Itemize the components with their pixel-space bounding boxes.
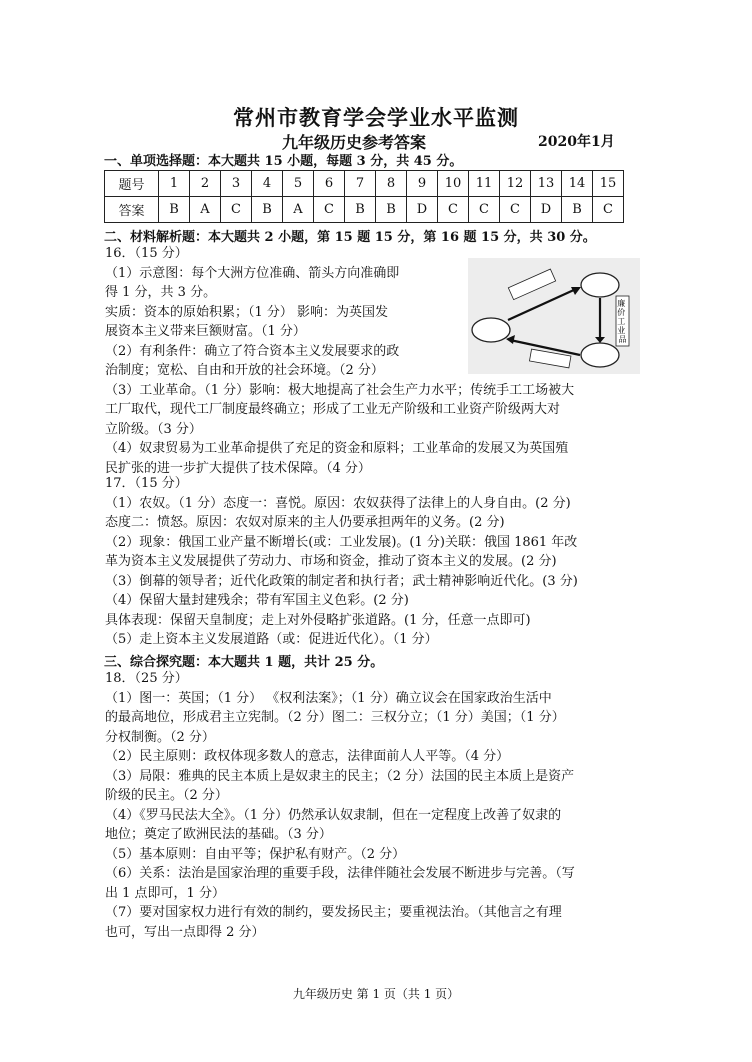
table-cell: B	[159, 197, 190, 223]
page-footer: 九年级历史 第 1 页（共 1 页）	[292, 987, 460, 1001]
q18-line: 的最高地位，形成君主立宪制。（2 分）图二：三权分立；（1 分）美国；（1 分）	[105, 710, 565, 725]
q16-line: 实质：资本的原始积累；（1 分） 影响：为英国发	[105, 304, 389, 320]
section3-heading: 三、综合探究题：本大题共 1 题，共计 25 分。	[104, 655, 384, 670]
q17-line: （4）保留大量封建残余；带有军国主义色彩。(2 分)	[105, 593, 409, 608]
q16-line: 展资本主义带来巨额财富。（1 分）	[105, 324, 306, 339]
q16-line: （2）有利条件：确立了符合资本主义发展要求的政	[105, 343, 400, 359]
q18-line: （5）基本原则：自由平等；保护私有财产。（2 分）	[105, 846, 406, 862]
table-cell: D	[407, 197, 438, 223]
table-cell: 7	[345, 171, 376, 197]
table-cell: 13	[531, 171, 562, 197]
table-cell: A	[190, 197, 221, 223]
q16-line: 治制度；宽松、自由和开放的社会环境。（2 分）	[105, 363, 384, 378]
america-node	[472, 318, 510, 342]
section2-heading: 二、材料解析题：本大题共 2 小题，第 15 题 15 分，第 16 题 15 分，共 30 分。	[104, 230, 596, 245]
answer-table	[104, 170, 624, 223]
table-cell: B	[376, 197, 407, 223]
q17-line: （1）农奴。（1 分）态度一：喜悦。原因：农奴获得了法律上的人身自由。(2 分)	[105, 495, 571, 511]
q16-line: （3）工业革命。（1 分）影响：极大地提高了社会生产力水平；传统手工工场被大	[105, 382, 575, 398]
q18-line: （3）局限：雅典的民主本质上是奴隶主的民主；（2 分）法国的民主本质上是资产	[105, 768, 575, 784]
q16-line: 工厂取代，现代工厂制度最终确立；形成了工业无产阶级和工业资产阶级两大对	[105, 402, 561, 417]
table-cell: D	[531, 197, 562, 223]
q17-line: （2）现象：俄国工业产量不断增长(或：工业发展)。(1 分)关联：俄国 1861 年改	[105, 534, 578, 550]
q16-line: （4）奴隶贸易为工业革命提供了充足的资金和原料；工业革命的发展又为英国殖	[105, 441, 569, 456]
table-cell: C	[438, 197, 469, 223]
label-goods: 廉 价 工 业 品	[617, 299, 627, 344]
section1-heading: 一、单项选择题：本大题共 15 小题，每题 3 分，共 45 分。	[104, 154, 463, 169]
africa-node	[581, 343, 619, 367]
q18-line: 出 1 点即可，1 分）	[105, 885, 225, 901]
q16-line: 民扩张的进一步扩大提供了技术保障。（4 分）	[105, 460, 371, 476]
table-cell: 14	[562, 171, 593, 197]
q18-line: （4）《罗马民法大全》。（1 分）仍然承认奴隶制，但在一定程度上改善了奴隶的	[105, 807, 562, 823]
table-cell: 12	[500, 171, 531, 197]
table-cell: B	[345, 197, 376, 223]
table-row-numbers	[105, 171, 624, 197]
table-cell: B	[562, 197, 593, 223]
q16-line: 得 1 分，共 3 分。	[105, 285, 217, 300]
page-subtitle: 九年级历史参考答案	[282, 133, 427, 152]
table-cell: C	[593, 197, 624, 223]
europe-node	[581, 273, 619, 297]
table-cell: C	[500, 197, 531, 223]
table-row-answers	[105, 197, 624, 223]
table-cell: 8	[376, 171, 407, 197]
q16-line: （1）示意图：每个大洲方位准确、箭头方向准确即	[105, 265, 400, 281]
table-cell: 3	[221, 171, 252, 197]
table-cell: C	[314, 197, 345, 223]
table-cell: C	[469, 197, 500, 223]
table-cell: 6	[314, 171, 345, 197]
table-cell: C	[221, 197, 252, 223]
q17-line: 革为资本主义发展提供了劳动力、市场和资金，推动了资本主义的发展。(2 分)	[105, 554, 557, 569]
q18-line: （1）图一：英国；（1 分） 《权利法案》；（1 分）确立议会在国家政治生活中	[105, 690, 552, 706]
q18-line: （6）关系：法治是国家治理的重要手段，法律伴随社会发展不断进步与完善。（写	[105, 866, 575, 881]
table-cell: 11	[469, 171, 500, 197]
page-title: 常州市教育学会学业水平监测	[233, 105, 519, 130]
table-cell: A	[283, 197, 314, 223]
q18-line: （7）要对国家权力进行有效的制约，要发扬民主；要重视法治。（其他言之有理	[105, 905, 562, 920]
q18-line: 阶级的民主。（2 分）	[105, 788, 228, 803]
q18-line: 也可，写出一点即得 2 分）	[105, 924, 265, 940]
table-cell: 4	[252, 171, 283, 197]
table-cell: 9	[407, 171, 438, 197]
q18-number: 18．（25 分）	[105, 671, 188, 686]
q17-line: （3）倒幕的领导者；近代化政策的制定者和执行者；武士精神影响近代化。(3 分)	[105, 573, 578, 589]
triangle-trade-diagram	[468, 258, 640, 374]
q17-number: 17．（15 分）	[105, 476, 188, 491]
q17-line: 具体表现：保留天皇制度；走上对外侵略扩张道路。(1 分，任意一点即可)	[105, 612, 531, 628]
table-cell: B	[252, 197, 283, 223]
table-cell: 5	[283, 171, 314, 197]
q16-line: 立阶级。（3 分）	[105, 421, 202, 437]
table-cell-label: 答案	[105, 197, 159, 223]
q17-line: 态度二：愤怒。原因：农奴对原来的主人仍要承担两年的义务。(2 分)	[105, 515, 505, 530]
table-cell: 15	[593, 171, 624, 197]
q17-line: （5）走上资本主义发展道路（或：促进近代化）。（1 分）	[105, 632, 438, 647]
table-cell-label: 题号	[105, 171, 159, 197]
q18-line: 分权制衡。（2 分）	[105, 729, 215, 745]
exam-date: 2020年1月	[538, 134, 615, 150]
table-cell: 10	[438, 171, 469, 197]
q18-line: （2）民主原则：政权体现多数人的意志，法律面前人人平等。（4 分）	[105, 749, 510, 764]
q16-number: 16．（15 分）	[105, 246, 188, 261]
table-cell: 2	[190, 171, 221, 197]
q18-line: 地位；奠定了欧洲民法的基础。（3 分）	[105, 827, 332, 842]
table-cell: 1	[159, 171, 190, 197]
